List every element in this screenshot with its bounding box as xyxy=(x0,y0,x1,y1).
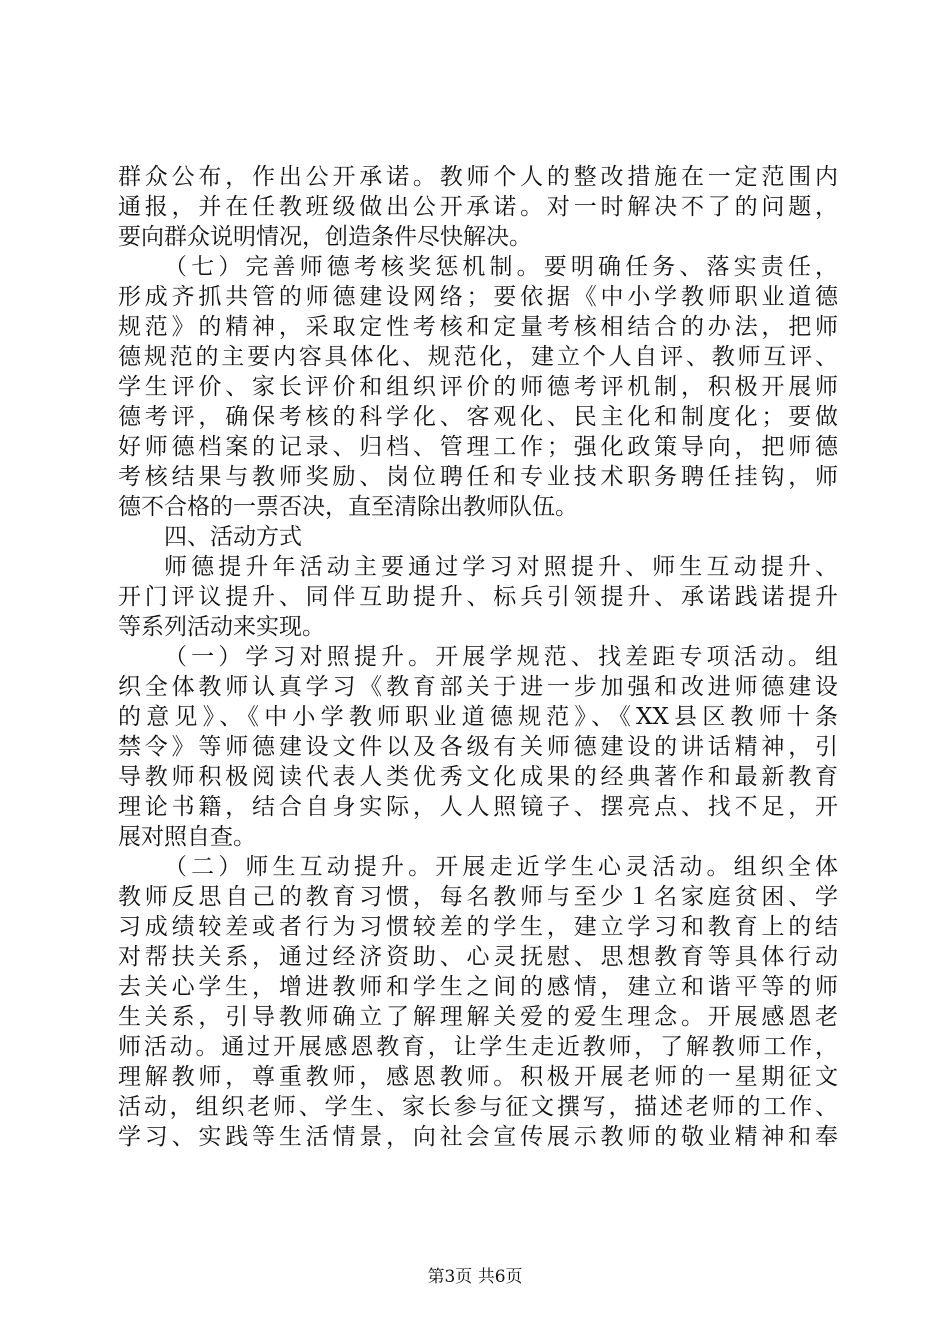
text-line: 德规范的主要内容具体化、规范化，建立个人自评、教师互评、 xyxy=(118,344,838,370)
document-body xyxy=(118,162,838,1152)
text-line: 理解教师，尊重教师，感恩教师。积极开展老师的一星期征文 xyxy=(118,1064,838,1090)
text-line: （一）学习对照提升。开展学规范、找差距专项活动。组 xyxy=(164,644,838,670)
text-line: 好师德档案的记录、归档、管理工作；强化政策导向，把师德 xyxy=(118,434,838,460)
text-line: 德考评，确保考核的科学化、客观化、民主化和制度化；要做 xyxy=(118,404,838,430)
text-line: 规范》的精神，采取定性考核和定量考核相结合的办法，把师 xyxy=(118,314,838,340)
text-line: 织全体教师认真学习《教育部关于进一步加强和改进师德建设 xyxy=(118,674,838,700)
text-line: 通报，并在任教班级做出公开承诺。对一时解决不了的问题， xyxy=(118,194,838,220)
text-line: 活动，组织老师、学生、家长参与征文撰写，描述老师的工作、 xyxy=(118,1094,838,1120)
text-line: 形成齐抓共管的师德建设网络；要依据《中小学教师职业道德 xyxy=(118,284,838,310)
text-line: 去关心学生，增进教师和学生之间的感情，建立和谐平等的师 xyxy=(118,974,838,1000)
text-line: 师活动。通过开展感恩教育，让学生走近教师，了解教师工作， xyxy=(118,1034,838,1060)
page-footer: 第3页 共6页 xyxy=(427,1267,523,1287)
text-line: 生关系，引导教师确立了解理解关爱的爱生理念。开展感恩老 xyxy=(118,1004,838,1030)
text-line: 师德提升年活动主要通过学习对照提升、师生互动提升、 xyxy=(164,554,838,580)
text-line: 开门评议提升、同伴互助提升、标兵引领提升、承诺践诺提升 xyxy=(118,584,838,610)
text-line: 的意见》、《中小学教师职业道德规范》、《XX县区教师十条 xyxy=(118,704,838,730)
text-line: 展对照自查。 xyxy=(118,824,256,850)
text-line: 习成绩较差或者行为习惯较差的学生，建立学习和教育上的结 xyxy=(118,914,838,940)
text-line: 禁令》等师德建设文件以及各级有关师德建设的讲话精神，引 xyxy=(118,734,838,760)
text-line: 德不合格的一票否决，直至清除出教师队伍。 xyxy=(118,494,578,520)
text-line: 教师反思自己的教育习惯，每名教师与至少１名家庭贫困、学 xyxy=(118,884,838,910)
text-line: （二）师生互动提升。开展走近学生心灵活动。组织全体 xyxy=(164,854,838,880)
text-line: 考核结果与教师奖励、岗位聘任和专业技术职务聘任挂钩，师 xyxy=(118,464,838,490)
text-line: 导教师积极阅读代表人类优秀文化成果的经典著作和最新教育 xyxy=(118,764,838,790)
text-line: 要向群众说明情况，创造条件尽快解决。 xyxy=(118,224,532,250)
text-line: （七）完善师德考核奖惩机制。要明确任务、落实责任， xyxy=(164,254,838,280)
text-line: 对帮扶关系，通过经济资助、心灵抚慰、思想教育等具体行动 xyxy=(118,944,838,970)
text-line: 理论书籍，结合自身实际，人人照镜子、摆亮点、找不足，开 xyxy=(118,794,838,820)
text-line: 学习、实践等生活情景，向社会宣传展示教师的敬业精神和奉 xyxy=(118,1124,838,1150)
text-line: 群众公布，作出公开承诺。教师个人的整改措施在一定范围内 xyxy=(118,164,838,190)
text-line: 等系列活动来实现。 xyxy=(118,614,325,640)
text-line: 学生评价、家长评价和组织评价的师德考评机制，积极开展师 xyxy=(118,374,838,400)
text-line: 四、活动方式 xyxy=(164,524,302,550)
